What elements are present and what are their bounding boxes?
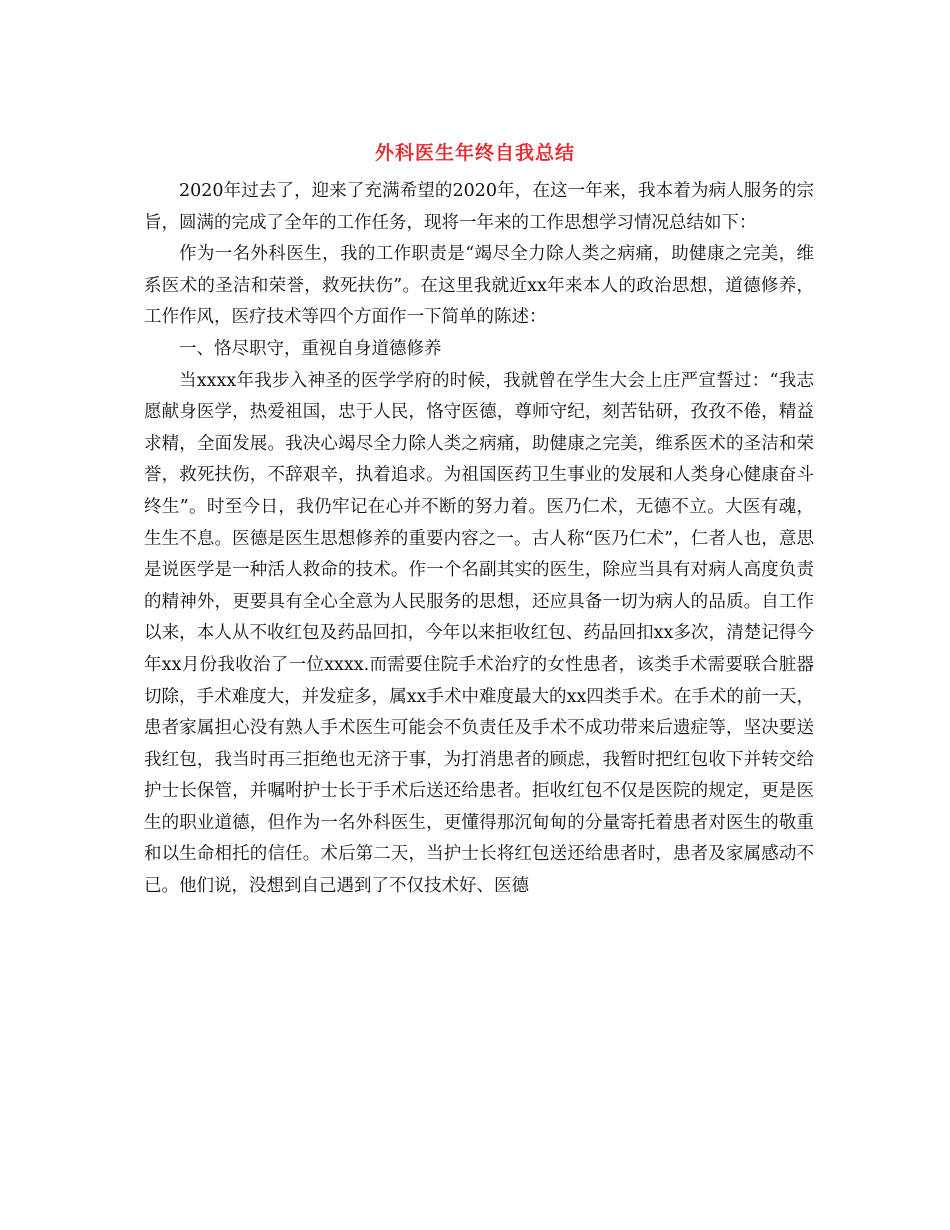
paragraph-intro: 2020年过去了，迎来了充满希望的2020年，在这一年来，我本着为病人服务的宗旨，圆满的完成了全年的工作任务，现将一年来的工作思想学习情况总结如下： — [144, 181, 814, 233]
paragraph-duties: 作为一名外科医生，我的工作职责是“竭尽全力除人类之病痛，助健康之完美，维系医术的圣洁和荣誉，救死扶伤”。在这里我就近xx年来本人的政治思想，道德修养，工作作风，医疗技术等四个方面作一下简单的陈述： — [144, 244, 814, 328]
document-title: 外科医生年终自我总结 — [374, 142, 575, 164]
section-heading-1: 一、恪尽职守，重视自身道德修养 — [179, 338, 442, 359]
paragraph-ethics: 当xxxx年我步入神圣的医学学府的时候，我就曾在学生大会上庄严宣誓过：“我志愿献身医学，热爱祖国，忠于人民，恪守医德，尊师守纪，刻苦钻研，孜孜不倦，精益求精，全面发展。我决心竭尽全力除人类之病痛，助健康之完美，维系医术的圣洁和荣誉，救死扶伤，不辞艰辛，执着追求。为祖国医药卫生事业的发展和人类身心健康奋斗终生”。时至今日，我仍牢记在心并不断的努力着。医乃仁术，无德不立。大医有魂，生生不息。医德是医生思想修养的重要内容之一。古人称“医乃仁术”，仁者人也，意思是说医学是一种活人救命的技术。作一个名副其实的医生，除应当具有对病人高度负责的精神外，更要具有全心全意为人民服务的思想，还应具备一切为病人的品质。自工作以来，本人从不收红包及药品回扣，今年以来拒收红包、药品回扣xx多次，清楚记得今年xx月份我收治了一位xxxx.而需要住院手术治疗的女性患者，该类手术需要联合脏器切除，手术难度大，并发症多，属xx手术中难度最大的xx四类手术。在手术的前一天，患者家属担心没有熟人手术医生可能会不负责任及手术不成功带来后遗症等，坚决要送我红包，我当时再三拒绝也无济于事，为打消患者的顾虑，我暂时把红包收下并转交给护士长保管，并嘱咐护士长于手术后送还给患者。拒收红包不仅是医院的规定，更是医生的职业道德，但作为一名外科医生，更懂得那沉甸甸的分量寄托着患者对医生的敬重和以生命相托的信任。术后第二天，当护士长将红包送还给患者时，患者及家属感动不已。他们说，没想到自己遇到了不仅技术好、医德 — [144, 370, 814, 897]
document-body — [144, 176, 814, 903]
